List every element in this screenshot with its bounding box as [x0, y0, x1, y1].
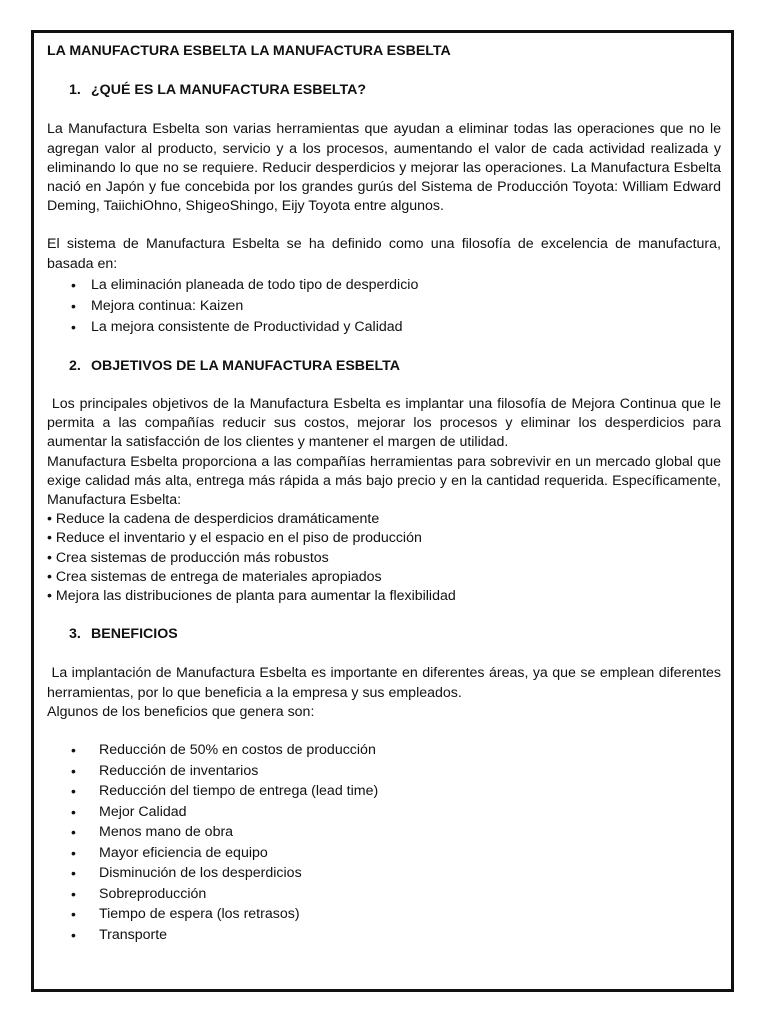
- list-item: [47, 823, 721, 844]
- paragraph: La implantación de Manufactura Esbelta es importante en diferentes áreas, ya que se emplean diferentes herramientas, por lo que beneficia a la empresa y sus empleados.: [47, 665, 725, 701]
- list-item: [47, 276, 721, 297]
- list-item-text: Reducción de 50% en costos de producción: [99, 742, 376, 759]
- bullet-icon: •: [71, 926, 76, 943]
- bullet-icon: •: [71, 318, 76, 335]
- list-item-text: Mayor eficiencia de equipo: [99, 844, 268, 861]
- list-item-text: Reducción de inventarios: [99, 762, 259, 779]
- section-number: 2.: [69, 357, 81, 374]
- bullet-icon: •: [71, 276, 76, 293]
- bullet-list: [47, 510, 721, 606]
- bullet-icon: •: [71, 762, 76, 779]
- list-item-text: Disminución de los desperdicios: [99, 865, 302, 882]
- paragraph: Los principales objetivos de la Manufactura Esbelta es implantar una filosofía de Mejora Continua que le permita a las compañías reducir sus costos, mejorar los procesos y eliminar los desperdicios para aumentar la satisfacción de los clientes y mantener el margen de utilidad.: [47, 396, 725, 451]
- list-item: [47, 318, 721, 339]
- list-item: • Crea sistemas de producción más robustos: [47, 549, 329, 566]
- list-item: [47, 864, 721, 885]
- list-item: [47, 885, 721, 906]
- list-item-text: La mejora consistente de Productividad y Calidad: [91, 318, 403, 335]
- paragraph: La Manufactura Esbelta son varias herramientas que ayudan a eliminar todas las operaciones que no le agregan valor al producto, servicio y a los procesos, aumentando el valor de cada actividad realizada y eliminando lo que no se requiere. Reducir desperdicios y mejorar las operaciones. La Manufactura Esbelta nació en Japón y fue concebida por los grandes gurús del Sistema de Producción Toyota: William Edward Deming, TaiichiOhno, ShigeoShingo, Eijy Toyota entre algunos.: [47, 121, 721, 215]
- list-item-text: Sobreproducción: [99, 885, 207, 902]
- list-item-text: Mejora continua: Kaizen: [91, 297, 244, 314]
- list-item-text: Transporte: [99, 926, 168, 943]
- section-title: BENEFICIOS: [91, 626, 178, 643]
- list-item: [47, 905, 721, 926]
- bullet-icon: •: [71, 865, 76, 882]
- bullet-icon: •: [71, 906, 76, 923]
- section-heading-2: [47, 357, 721, 376]
- list-item: [47, 803, 721, 824]
- list-item-text: La eliminación planeada de todo tipo de desperdicio: [91, 276, 419, 293]
- bullet-icon: •: [71, 824, 76, 841]
- bullet-list: [47, 276, 721, 339]
- document-title: LA MANUFACTURA ESBELTA LA MANUFACTURA ESBELTA: [47, 43, 451, 59]
- list-item-text: Reducción del tiempo de entrega (lead time): [99, 783, 379, 800]
- section-heading-3: [47, 625, 721, 644]
- list-item: [47, 926, 721, 947]
- bullet-icon: •: [71, 885, 76, 902]
- list-item: [47, 297, 721, 318]
- list-item: [47, 741, 721, 762]
- paragraph: Manufactura Esbelta proporciona a las compañías herramientas para sobrevivir en un mercado global que exige calidad más alta, entrega más rápida a más bajo precio y en la cantidad requerida. Específicamente, Manufactura Esbelta:: [47, 453, 721, 509]
- list-item: [47, 844, 721, 865]
- list-item: [47, 762, 721, 783]
- section-number: 1.: [69, 82, 81, 99]
- bullet-icon: •: [71, 783, 76, 800]
- section-title: OBJETIVOS DE LA MANUFACTURA ESBELTA: [91, 357, 400, 374]
- section-heading-1: [47, 81, 721, 100]
- bullet-icon: •: [71, 742, 76, 759]
- list-item-text: Mejor Calidad: [99, 803, 187, 820]
- list-item-text: Menos mano de obra: [99, 824, 234, 841]
- section-number: 3.: [69, 626, 81, 643]
- section-title: ¿QUÉ ES LA MANUFACTURA ESBELTA?: [91, 82, 367, 99]
- benefits-list: [47, 741, 721, 946]
- bullet-icon: •: [71, 844, 76, 861]
- list-item: • Reduce el inventario y el espacio en el piso de producción: [47, 530, 422, 547]
- paragraph: Algunos de los beneficios que genera son:: [47, 703, 315, 720]
- document-body: [47, 42, 725, 946]
- bullet-icon: •: [71, 803, 76, 820]
- list-item: • Mejora las distribuciones de planta para aumentar la flexibilidad: [47, 588, 456, 605]
- list-item-text: Tiempo de espera (los retrasos): [99, 906, 300, 923]
- list-item: • Crea sistemas de entrega de materiales apropiados: [47, 568, 382, 585]
- bullet-icon: •: [71, 297, 76, 314]
- list-item: • Reduce la cadena de desperdicios dramáticamente: [47, 511, 380, 528]
- list-item: [47, 782, 721, 803]
- paragraph: El sistema de Manufactura Esbelta se ha definido como una filosofía de excelencia de manufactura, basada en:: [47, 236, 721, 272]
